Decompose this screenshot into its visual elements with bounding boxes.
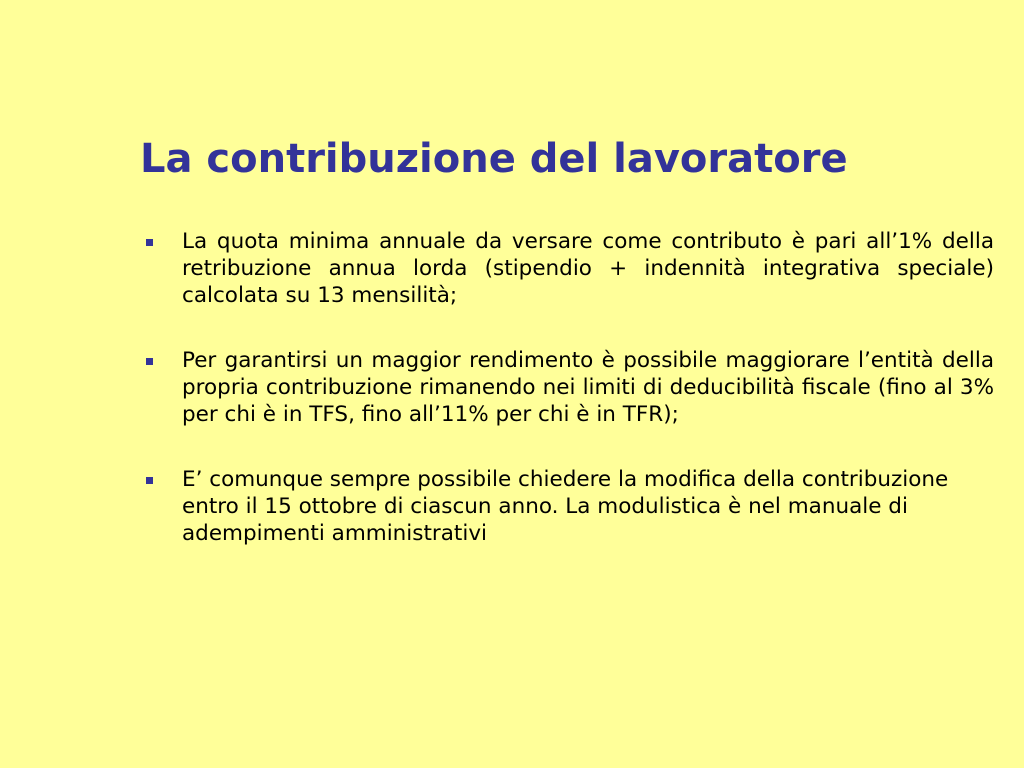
list-item	[140, 228, 994, 309]
bullet-text: Per garantirsi un maggior rendimento è possibile maggiorare l’entità della propria contribuzione rimanendo nei limiti di deducibilità fiscale (fino al 3% per chi è in TFS, fino all’11% per chi è in TFR);	[182, 348, 994, 427]
square-bullet-icon	[146, 477, 153, 484]
slide-title: La contribuzione del lavoratore	[140, 136, 848, 182]
bullet-list	[140, 228, 994, 585]
list-item	[140, 347, 994, 428]
bullet-text: E’ comunque sempre possibile chiedere la modifica della contribuzione entro il 15 ottobre di ciascun anno. La modulistica è nel manuale di adempimenti amministrativi	[182, 467, 949, 546]
bullet-text: La quota minima annuale da versare come contributo è pari all’1% della retribuzione annua lorda (stipendio + indennità integrativa speciale) calcolata su 13 mensilità;	[182, 229, 994, 308]
square-bullet-icon	[146, 239, 153, 246]
list-item	[140, 466, 994, 547]
square-bullet-icon	[146, 358, 153, 365]
